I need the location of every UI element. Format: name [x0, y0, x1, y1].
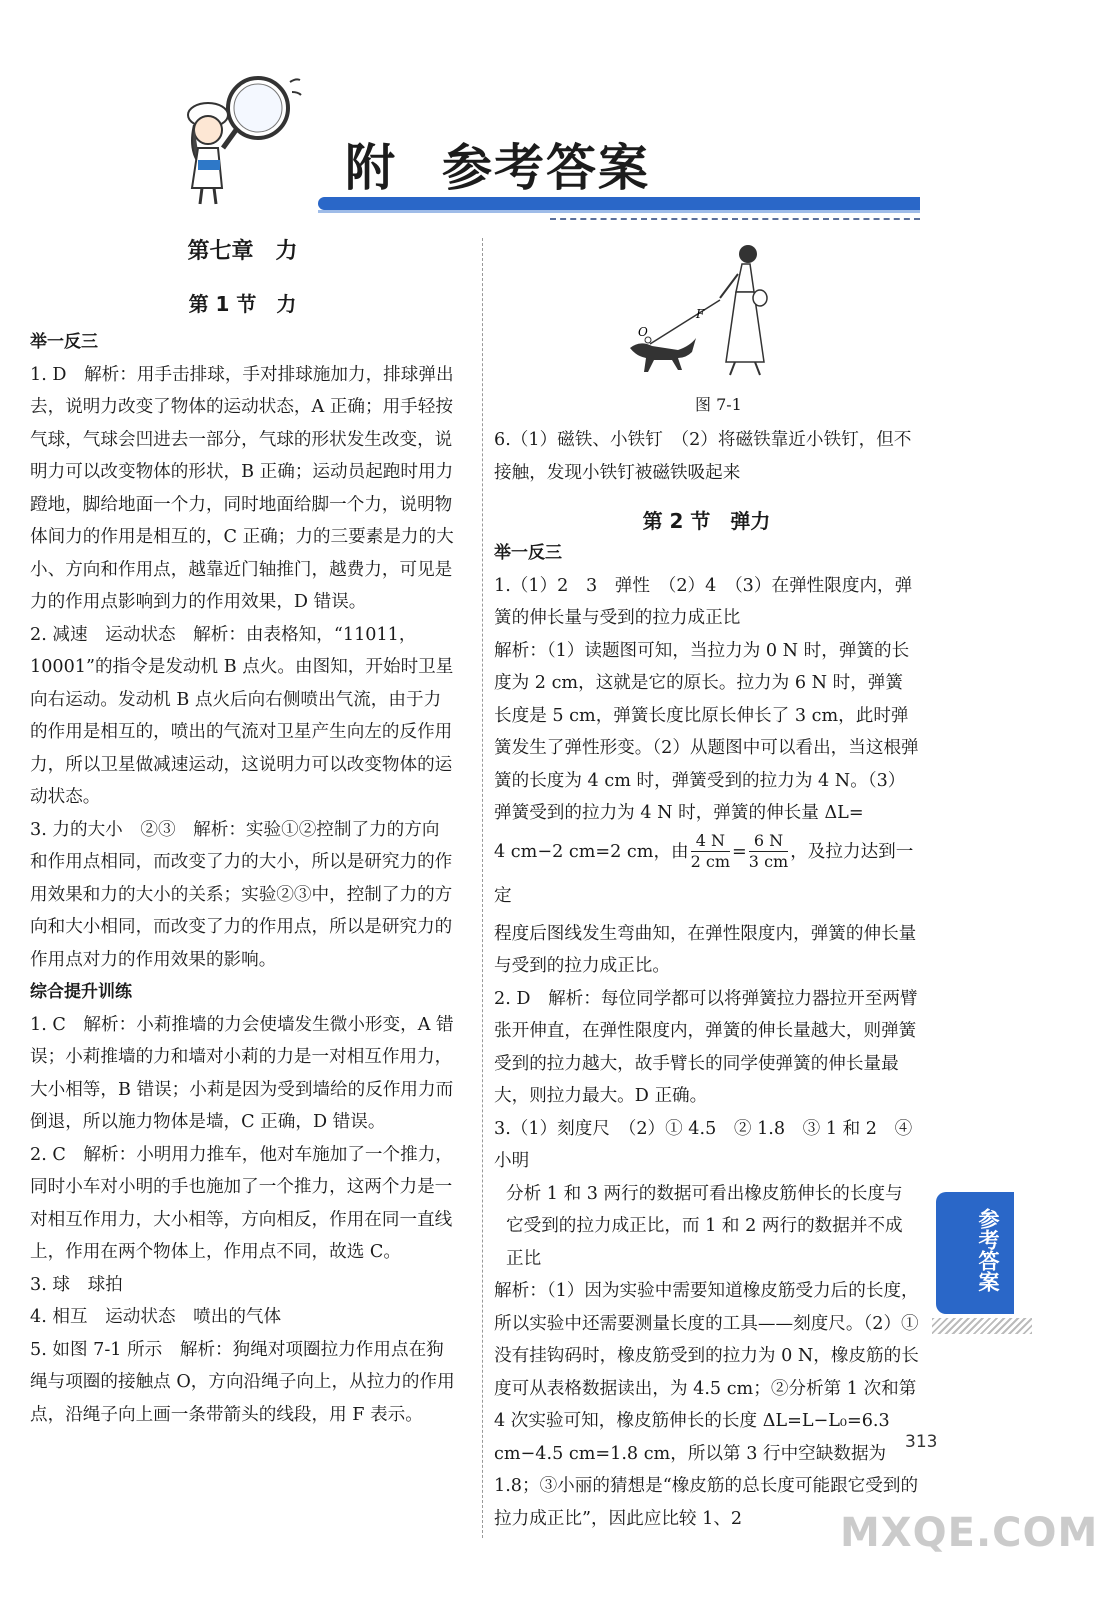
analysis-r1-end: 程度后图线发生弯曲知，在弹性限度内，弹簧的伸长量与受到的拉力成正比。: [494, 923, 917, 976]
fraction-1-numerator: 4 N: [691, 831, 730, 852]
header-title-text: 参考答案: [442, 139, 650, 197]
answer-item-z5: 5. 如图 7-1 所示 解析：狗绳对项圈拉力作用点在狗绳与项圈的接触点 O，方向沿绳子向上，从拉力的作用点，沿绳子向上画一条带箭头的线段，用 F 表示。: [30, 1339, 455, 1425]
analysis-r1: 解析：（1）读题图可知，当拉力为 0 N 时，弹簧的长度为 2 cm，这就是它的原长。拉力为 6 N 时，弹簧长度是 5 cm，弹簧长度比原长伸长了 3 cm，此时弹簧发生了弹性形变。（2）从题图中可以看出，当这根弹簧的长度为 4 cm 时，弹簧受到的拉力为 4 N。（3）弹簧受到的拉力为 4 N 时，弹簧的伸长量 ΔL=: [494, 640, 919, 823]
fraction-2-numerator: 6 N: [749, 831, 788, 852]
answer-item-1: 1. D 解析：用手击排球，手对排球施加力，排球弹出去，说明力改变了物体的运动状态，A 正确；用手轻按气球，气球会凹进去一部分，气球的形状发生改变，说明力可以改变物体的形状，B 正确；运动员起跑时用力蹬地，脚给地面一个力，同时地面给脚一个力，说明物体间力的作用是相互的，C 正确；力的三要素是力的大小、方向和作用点，越靠近门轴推门，越费力，可见是力的作用点影响到力的作用效果，D 错误。: [30, 364, 454, 612]
equation-text-a: 4 cm−2 cm=2 cm，由: [494, 841, 689, 862]
analysis-r3: 解析：（1）因为实验中需要知道橡皮筋受力后的长度，所以实验中还需要测量长度的工具——刻度尺。（2）①没有挂钩码时，橡皮筋受到的拉力为 0 N，橡皮筋的长度可从表格数据读出，为 4.5 cm；②分析第 1 次和第 4 次实验可知，橡皮筋伸长的长度 ΔL=L−L₀=6.3 cm−4.5 cm=1.8 cm，所以第 3 行中空缺数据为 1.8；③小丽的猜想是“橡皮筋的总长度可能跟它受到的拉力成正比”，因此应比较 1、2: [494, 1281, 919, 1529]
answer-item-6: 6.（1）磁铁、小铁钉 （2）将磁铁靠近小铁钉，但不接触，发现小铁钉被磁铁吸起来: [494, 430, 912, 483]
header-blue-underline: [318, 210, 920, 213]
answer-item-r3-cont: 分析 1 和 3 两行的数据可看出橡皮筋伸长的长度与它受到的拉力成正比，而 1 和 2 两行的数据并不成正比: [506, 1183, 903, 1269]
subsection-heading: 举一反三: [494, 543, 562, 563]
section-title: 第 2 节 弹力: [642, 509, 771, 533]
answer-item-r2: 2. D 解析：每位同学都可以将弹簧拉力器拉开至两臂张开伸直，在弹性限度内，弹簧的伸长量越大，则弹簧受到的拉力越大，故手臂长的同学使弹簧的伸长量最大，则拉力最大。D 正确。: [494, 988, 918, 1106]
right-column: [494, 424, 919, 1535]
subsection-heading: 综合提升训练: [30, 982, 132, 1002]
side-tab-label: 参考答案: [976, 1208, 1000, 1292]
answer-item-z2: 2. C 解析：小明用力推车，他对车施加了一个推力，同时小车对小明的手也施加了一个推力，这两个力是一对相互作用力，大小相等，方向相反，作用在同一直线上，作用在两个物体上，作用点不同，故选 C。: [30, 1144, 453, 1262]
page-header-title: [345, 128, 650, 200]
fraction-1-denominator: 2 cm: [690, 852, 731, 871]
header-dashed-rule: [550, 218, 920, 220]
equation-equals: =: [732, 841, 747, 862]
answer-item-2: 2. 减速 运动状态 解析：由表格知，“11011，10001”的指令是发动机 B 点火。由图知，开始时卫星向右运动。发动机 B 点火后向右侧喷出气流，由于力的作用是相互的，喷出的气流对卫星产生向左的反作用力，所以卫星做减速运动，这说明力可以改变物体的运动状态。: [30, 624, 454, 807]
header-blue-bar: [318, 197, 920, 210]
left-column: [30, 232, 455, 1431]
header-prefix: 附: [345, 139, 397, 197]
figure-label-F: F: [696, 307, 705, 321]
answer-item-3: 3. 力的大小 ②③ 解析：实验①②控制了力的方向和作用点相同，而改变了力的大小，所以是研究力的作用效果和力的大小的关系；实验②③中，控制了力的方向和大小相同，而改变了力的作用点，所以是研究力的作用点对力的作用效果的影响。: [30, 819, 453, 970]
section-title: 第 1 节 力: [188, 292, 297, 316]
figure-7-1-dog-walking: [620, 240, 790, 385]
answer-item-z4: 4. 相互 运动状态 喷出的气体: [30, 1307, 282, 1327]
page-number: 313: [905, 1432, 938, 1452]
equation-text-b: ，及拉力达到一定: [494, 841, 914, 906]
girl-with-magnifier-illustration: [178, 70, 308, 210]
figure-caption: 图 7-1: [695, 395, 742, 414]
fraction-2-denominator: 3 cm: [748, 852, 789, 871]
watermark-logo: MXQE.COM: [840, 1510, 1098, 1556]
answer-item-z3: 3. 球 球拍: [30, 1274, 123, 1295]
figure-label-O: O: [638, 325, 648, 339]
fraction-2: [749, 831, 788, 872]
side-tab-hatch: [932, 1318, 1032, 1334]
fraction-1: [691, 831, 730, 872]
answer-item-r1: 1.（1）2 3 弹性 （2）4 （3）在弹性限度内，弹簧的伸长量与受到的拉力成正比: [494, 575, 913, 628]
answer-item-r3: 3.（1）刻度尺 （2）① 4.5 ② 1.8 ③ 1 和 2 ④小明: [494, 1118, 913, 1171]
chapter-title: 第七章 力: [187, 239, 298, 264]
column-divider: [482, 238, 483, 1538]
answer-item-z1: 1. C 解析：小莉推墙的力会使墙发生微小形变，A 错误；小莉推墙的力和墙对小莉的力是一对相互作用力，大小相等，B 错误；小莉是因为受到墙给的反作用力而倒退，所以施力物体是墙，C 正确，D 错误。: [30, 1014, 454, 1132]
subsection-heading: 举一反三: [30, 332, 98, 352]
equation-line: [494, 830, 919, 918]
